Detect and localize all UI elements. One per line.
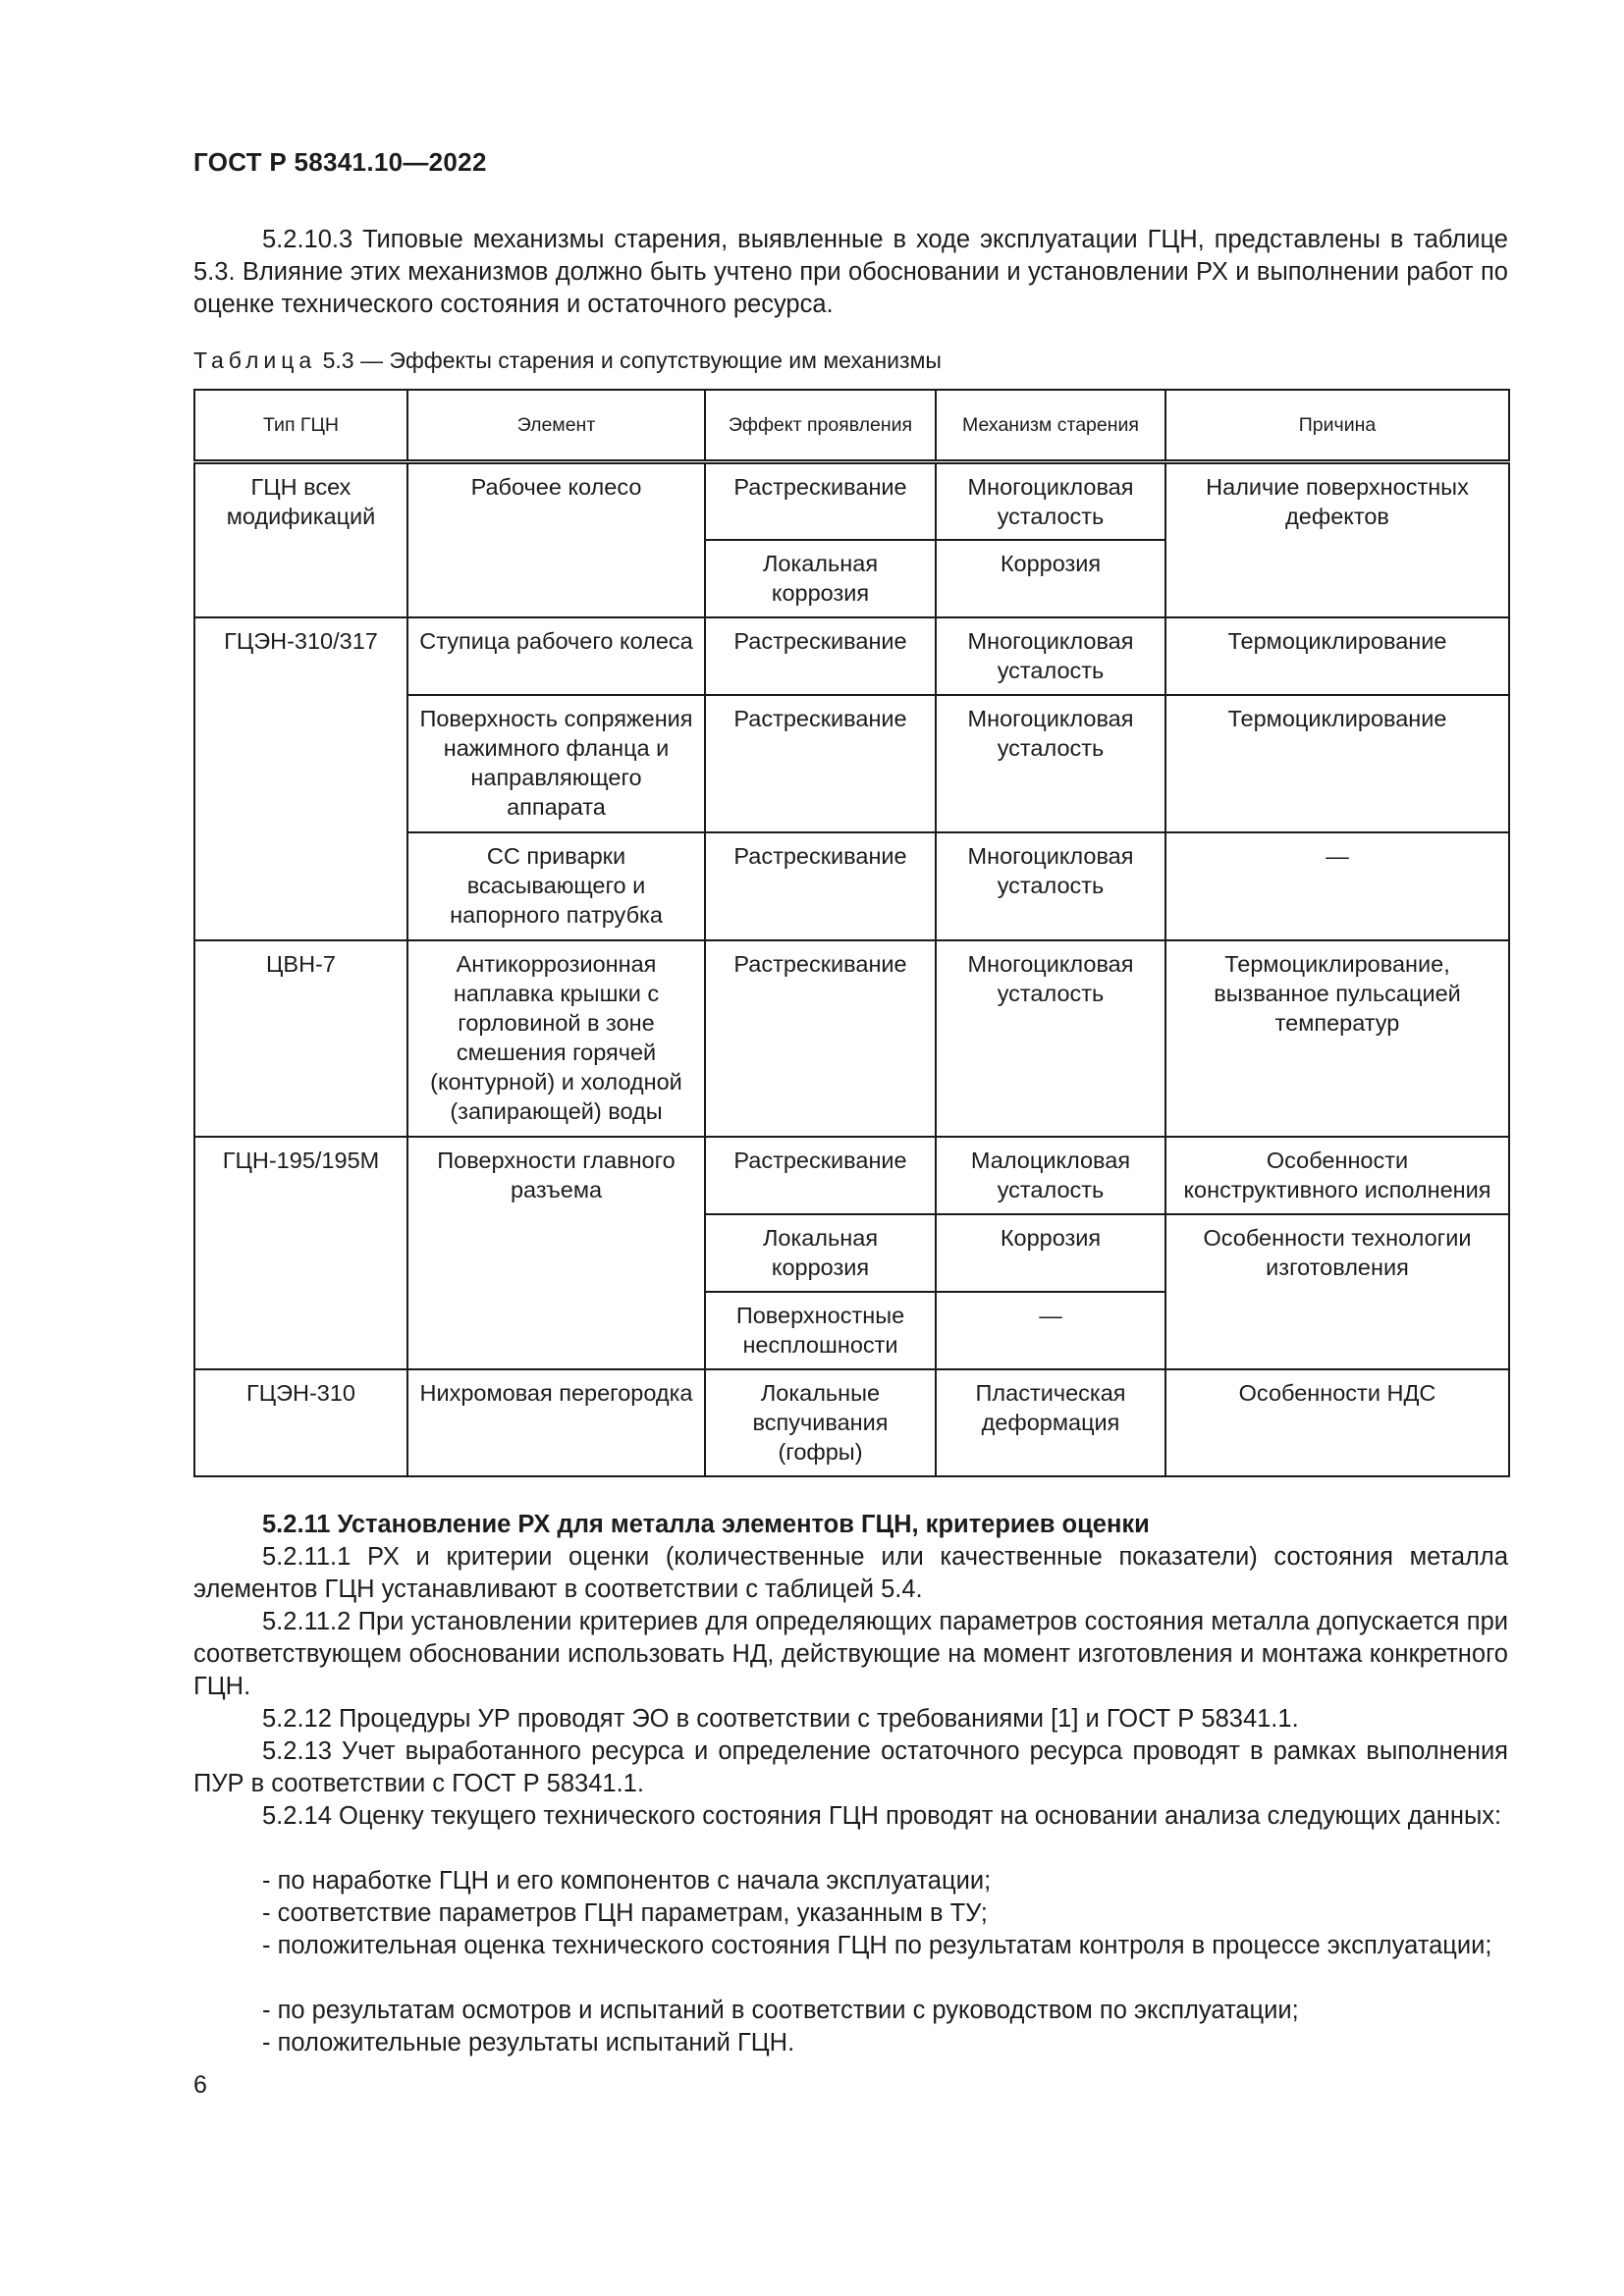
header-cause: Причина [1165, 390, 1509, 462]
cell-effect: Поверхностные несплошности [705, 1292, 936, 1369]
list-item: - соответствие параметров ГЦН параметрам, указанным в ТУ; [262, 1899, 988, 1927]
cell-mechanism: Многоцикловая усталость [936, 617, 1165, 695]
paragraph-5-2-14: 5.2.14 Оценку текущего технического состояния ГЦН проводят на основании анализа следующих данных: [262, 1802, 1502, 1830]
cell-cause: Наличие поверхностных дефектов [1165, 462, 1509, 618]
list-item: - по результатам осмотров и испытаний в соответствии с руководством по эксплуатации; [262, 1997, 1299, 2024]
cell-cause: — [1165, 832, 1509, 940]
document-header: ГОСТ Р 58341.10—2022 [193, 147, 487, 177]
table-row [194, 1369, 1509, 1476]
cell-effect: Растрескивание [705, 617, 936, 695]
cell-effect: Локальная коррозия [705, 540, 936, 617]
aging-effects-table [193, 389, 1510, 1477]
cell-element: Антикоррозионная наплавка крышки с горловиной в зоне смешения горячей (контурной) и холодной (запирающей) воды [407, 940, 705, 1137]
paragraph-5-2-11-2: 5.2.11.2 При установлении критериев для определяющих параметров состояния металла допускается при соответствующем обосновании использовать НД, действующие на момент изготовления и монтажа конкретного ГЦН. [193, 1608, 1508, 1700]
cell-mechanism: Коррозия [936, 1214, 1165, 1292]
table-row [194, 617, 1509, 695]
header-element: Элемент [407, 390, 705, 462]
cell-type: ГЦН-195/195М [194, 1137, 407, 1369]
cell-mechanism: Многоцикловая усталость [936, 940, 1165, 1137]
cell-mechanism: Коррозия [936, 540, 1165, 617]
cell-element: СС приварки всасывающего и напорного патрубка [407, 832, 705, 940]
cell-effect: Растрескивание [705, 462, 936, 541]
table-caption [193, 346, 942, 375]
table-caption-text: 5.3 — Эффекты старения и сопутствующие им механизмы [322, 347, 942, 373]
cell-cause: Особенности НДС [1165, 1369, 1509, 1476]
cell-effect: Растрескивание [705, 1137, 936, 1214]
header-effect: Эффект проявления [705, 390, 936, 462]
cell-element: Рабочее колесо [407, 462, 705, 618]
page-number: 6 [193, 2071, 207, 2099]
cell-effect: Локальные вспучивания (гофры) [705, 1369, 936, 1476]
section-title: 5.2.11 Установление РХ для металла элементов ГЦН, критериев оценки [262, 1511, 1150, 1538]
table-row [194, 940, 1509, 1137]
cell-cause: Особенности конструктивного исполнения [1165, 1137, 1509, 1214]
cell-effect: Локальная коррозия [705, 1214, 936, 1292]
intro-paragraph: 5.2.10.3 Типовые механизмы старения, выявленные в ходе эксплуатации ГЦН, представлены в таблице 5.3. Влияние этих механизмов должно быть учтено при обосновании и установлении РХ и выполнении работ по оценке технического состояния и остаточного ресурса. [193, 226, 1508, 318]
cell-cause: Термоциклирование [1165, 617, 1509, 695]
cell-effect: Растрескивание [705, 940, 936, 1137]
list-item: - по наработке ГЦН и его компонентов с начала эксплуатации; [262, 1867, 992, 1895]
cell-type: ГЦН всех модификаций [194, 462, 407, 618]
table-row [194, 1137, 1509, 1214]
cell-element: Поверхность сопряжения нажимного фланца и направляющего аппарата [407, 695, 705, 832]
cell-mechanism: Пластическая деформация [936, 1369, 1165, 1476]
cell-type: ГЦЭН-310 [194, 1369, 407, 1476]
cell-element: Поверхности главного разъема [407, 1137, 705, 1369]
header-type: Тип ГЦН [194, 390, 407, 462]
cell-type: ЦВН-7 [194, 940, 407, 1137]
table-row [194, 462, 1509, 541]
cell-mechanism: — [936, 1292, 1165, 1369]
cell-element: Ступица рабочего колеса [407, 617, 705, 695]
cell-mechanism: Многоцикловая усталость [936, 462, 1165, 541]
paragraph-5-2-11-1: 5.2.11.1 РХ и критерии оценки (количественные или качественные показатели) состояния металла элементов ГЦН устанавливают в соответствии с таблицей 5.4. [193, 1543, 1508, 1603]
paragraph-5-2-13: 5.2.13 Учет выработанного ресурса и определение остаточного ресурса проводят в рамках выполнения ПУР в соответствии с ГОСТ Р 58341.1. [193, 1737, 1508, 1797]
cell-element: Нихромовая перегородка [407, 1369, 705, 1476]
table-caption-prefix: Таблица [193, 347, 317, 373]
cell-cause: Термоциклирование [1165, 695, 1509, 832]
paragraph-5-2-12: 5.2.12 Процедуры УР проводят ЭО в соответствии с требованиями [1] и ГОСТ Р 58341.1. [262, 1705, 1299, 1733]
cell-mechanism: Многоцикловая усталость [936, 695, 1165, 832]
cell-mechanism: Малоцикловая усталость [936, 1137, 1165, 1214]
table-header-row [194, 390, 1509, 462]
cell-cause: Термоциклирование, вызванное пульсацией температур [1165, 940, 1509, 1137]
list-item: - положительные результаты испытаний ГЦН. [262, 2029, 795, 2056]
header-mechanism: Механизм старения [936, 390, 1165, 462]
cell-effect: Растрескивание [705, 695, 936, 832]
cell-effect: Растрескивание [705, 832, 936, 940]
cell-type: ГЦЭН-310/317 [194, 617, 407, 940]
cell-mechanism: Многоцикловая усталость [936, 832, 1165, 940]
cell-cause: Особенности технологии изготовления [1165, 1214, 1509, 1369]
list-item: - положительная оценка технического состояния ГЦН по результатам контроля в процессе эксплуатации; [262, 1932, 1492, 1959]
